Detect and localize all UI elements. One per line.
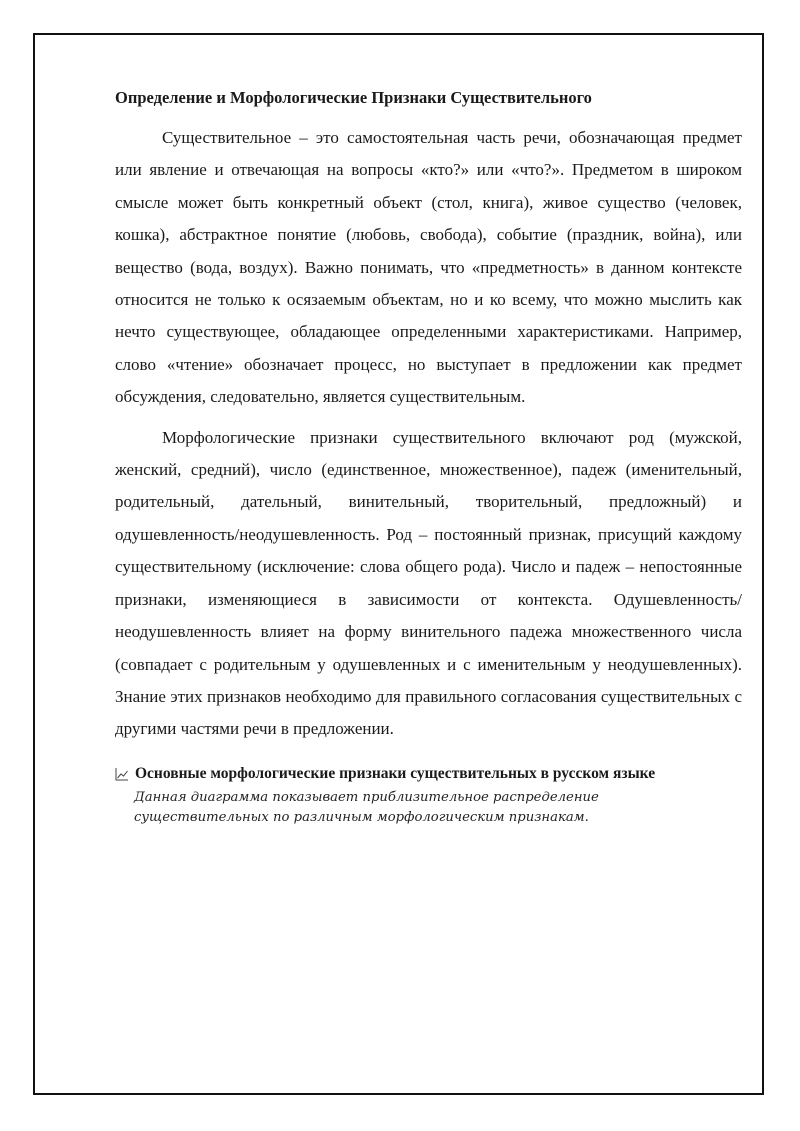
paragraph-morphology: Морфологические признаки существительного включают род (мужской, женский, средний), число (единственное, множественное), падеж (именительный, родительный, дательный, винительный, творительный, предложный) и одушевленность/неодушевленность. Род – постоянный признак, присущий каждому существительному (исключение: слова общего рода). Число и падеж – непостоянные признаки, изменяющиеся в зависимости от контекста. Одушевленность/неодушевленность влияет на форму винительного падежа множественного числа (совпадает с родительным у одушевленных и с именительным у неодушевленных). Знание этих признаков необходимо для правильного согласования существительных с другими частями речи в предложении. [115, 427, 742, 739]
figure-note-title: Основные морфологические признаки существительных в русском языке [135, 764, 656, 782]
chart-line-icon [115, 767, 129, 781]
figure-note-header [115, 764, 742, 784]
paragraph-definition: Существительное – это самостоятельная часть речи, обозначающая предмет или явление и отвечающая на вопросы «кто?» или «что?». Предметом в широком смысле может быть конкретный объект (стол, книга), живое существо (человек, кошка), абстрактное понятие (любовь, свобода), событие (праздник, война), или вещество (вода, воздух). Важно понимать, что «предметность» в данном контексте относится не только к осязаемым объектам, но и ко всему, что можно мыслить как нечто существующее, обладающее определенными характеристиками. Например, слово «чтение» обозначает процесс, но выступает в предложении как предмет обсуждения, следовательно, является существительным. [115, 128, 742, 407]
document-body [115, 86, 742, 828]
figure-note-description: Данная диаграмма показывает приблизительное распределение существительных по различным морфологическим признакам. [134, 789, 599, 825]
section-heading: Определение и Морфологические Признаки Существительного [115, 88, 592, 107]
figure-note [115, 764, 742, 828]
